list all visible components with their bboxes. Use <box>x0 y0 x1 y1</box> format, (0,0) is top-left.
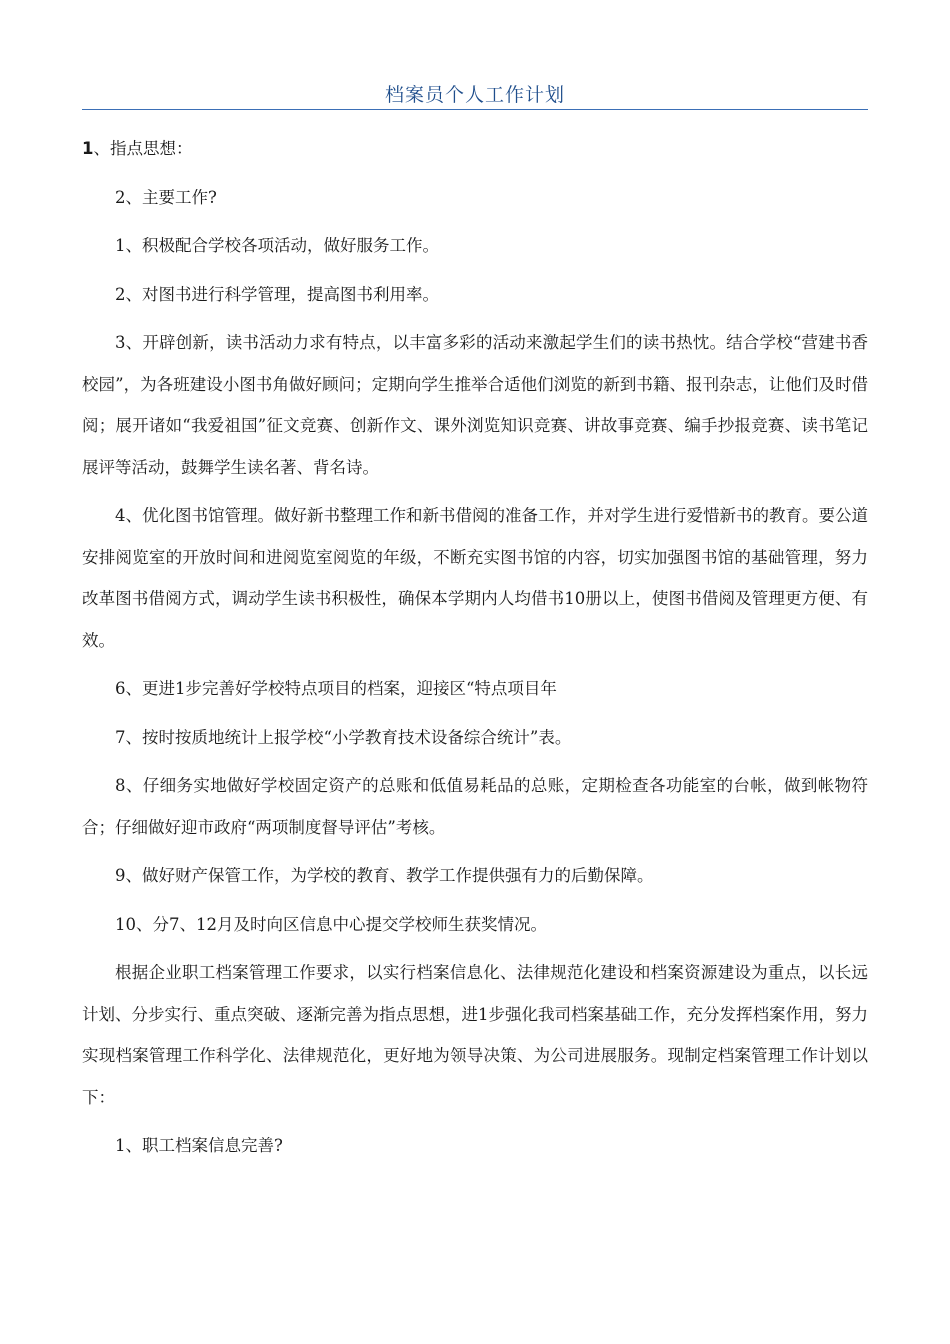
paragraph: 8、仔细务实地做好学校固定资产的总账和低值易耗品的总账，定期检查各功能室的台帐，做到帐物符合；仔细做好迎市政府“两项制度督导评估”考核。 <box>82 776 868 837</box>
paragraph: 7、按时按质地统计上报学校“小学教育技术设备综合统计”表。 <box>115 727 572 747</box>
heading-guiding-thought <box>82 128 868 170</box>
heading-text: 、指点思想： <box>93 139 193 158</box>
paragraph: 10、分7、12月及时向区信息中心提交学校师生获奖情况。 <box>115 914 547 934</box>
paragraph: 1、职工档案信息完善? <box>115 1136 283 1155</box>
paragraph: 1、积极配合学校各项活动，做好服务工作。 <box>115 236 439 255</box>
paragraph: 3、开辟创新，读书活动力求有特点，以丰富多彩的活动来激起学生们的读书热忱。结合学校“营建书香校园”，为各班建设小图书角做好顾问；定期向学生推举合适他们浏览的新到书籍、报刊杂志，让他们及时借阅；展开诸如“我爱祖国”征文竞赛、创新作文、课外浏览知识竞赛、讲故事竞赛、编手抄报竞赛、读书笔记展评等活动，鼓舞学生读名著、背名诗。 <box>82 333 868 477</box>
paragraph: 9、做好财产保管工作，为学校的教育、教学工作提供强有力的后勤保障。 <box>115 866 654 885</box>
paragraph: 2、主要工作? <box>115 187 217 207</box>
title-underline <box>82 109 868 110</box>
paragraph: 4、优化图书馆管理。做好新书整理工作和新书借阅的准备工作，并对学生进行爱惜新书的教育。要公道安排阅览室的开放时间和进阅览室阅览的年级，不断充实图书馆的内容，切实加强图书馆的基础管理，努力改革图书借阅方式，调动学生读书积极性，确保本学期内人均借书10册以上，使图书借阅及管理更方便、有效。 <box>82 506 868 650</box>
paragraph: 6、更进1步完善好学校特点项目的档案，迎接区“特点项目年 <box>115 679 557 698</box>
paragraph: 2、对图书进行科学管理，提高图书利用率。 <box>115 284 439 304</box>
document-title: 档案员个人工作计划 <box>384 84 565 106</box>
heading-number: 1 <box>82 139 94 158</box>
paragraph: 根据企业职工档案管理工作要求，以实行档案信息化、法律规范化建设和档案资源建设为重点，以长远计划、分步实行、重点突破、逐渐完善为指点思想，进1步强化我司档案基础工作，充分发挥档案作用，努力实现档案管理工作科学化、法律规范化，更好地为领导决策、为公司进展服务。现制定档案管理工作计划以下： <box>82 963 868 1107</box>
document-body <box>82 128 868 1174</box>
